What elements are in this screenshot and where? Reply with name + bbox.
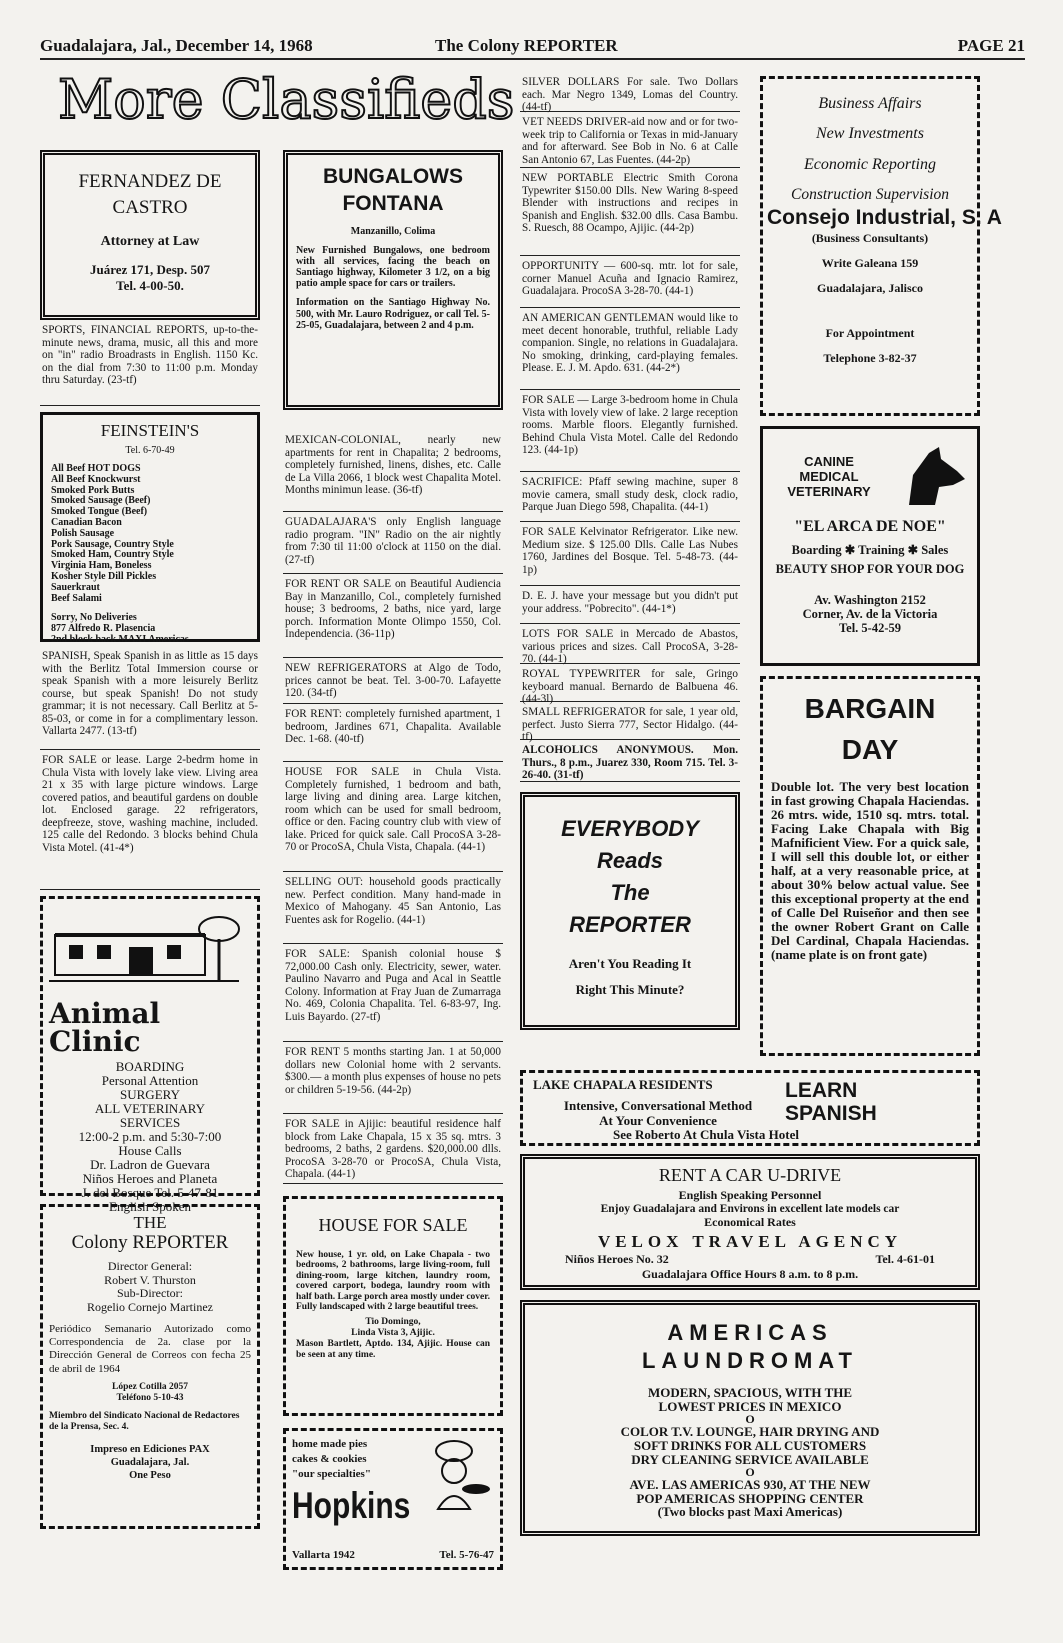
rent-line1: English Speaking Personnel <box>678 1188 822 1202</box>
col2-classifieds <box>283 430 503 1184</box>
animal-clinic-ad <box>40 896 260 1215</box>
house-for-sale-extra: Mason Bartlett, Aptdo. 134, Ajijic. House can be seen at any time. <box>296 1339 490 1360</box>
learn-spanish: LEARN SPANISH <box>785 1079 877 1126</box>
canine-title: CANINE MEDICAL VETERINARY <box>787 454 871 499</box>
canine-address: Av. Washington 2152 Corner, Av. de la Victoria Tel. 5-42-59 <box>802 593 938 635</box>
bargain-day: DAY <box>841 734 899 766</box>
laundromat-ad <box>520 1300 980 1536</box>
feinstein-ad <box>40 412 260 646</box>
classified-ad: FOR RENT: completely furnished apartment, 1 bedroom, Jardines 671, Chapalita. Available Dec. 1-68. (40-tf) <box>283 704 503 762</box>
canine-name: "EL ARCA DE NOE" <box>794 517 946 535</box>
hopkins-tagline: home made pies cakes & cookies "our specialties" <box>292 1438 371 1480</box>
laundromat-line1: MODERN, SPACIOUS, WITH THE LOWEST PRICES IN MEXICO <box>647 1385 853 1414</box>
lake-text: Intensive, Conversational Method At Your Convenience <box>563 1098 753 1128</box>
feinstein-footer: Sorry, No Deliveries 877 Alfredo R. Plasencia 2nd block back MAXI Americas <box>51 612 189 646</box>
classified-ad: VET NEEDS DRIVER-aid now and or for two-week trip to California or Texas in mid-January and for afterward. See Bob in No. 6 at Calle San Antonio 67, Las Fuentes. (44-2p) <box>520 112 740 168</box>
business-appointment: For Appointment <box>825 326 915 341</box>
rent-hours: Guadalajara Office Hours 8 a.m. to 8 p.m. <box>641 1267 859 1281</box>
laundromat-title: AMERICAS LAUNDROMAT <box>641 1320 858 1373</box>
business-construction: Construction Supervision <box>790 186 949 204</box>
lake-see: See Roberto At Chula Vista Hotel <box>613 1127 799 1142</box>
business-ad <box>760 76 1002 416</box>
masthead-member: Miembro del Sindicato Nacional de Redactores de la Prensa, Sec. 4. <box>49 1410 240 1433</box>
classified-ad: FOR SALE: Spanish colonial house $ 72,000.00 Cash only. Electricity, sewer, water. Paulino Navarro and Puga and Acal in Seattle Colony. Information at Fray Juan de Zumarraga No. 469, Colonia Chapalita. Tel. 6-83-97, Ing. Luis Bayardo. (27-tf) <box>283 944 503 1042</box>
business-tel: Telephone 3-82-37 <box>823 351 917 366</box>
masthead-printer: Impreso en Ediciones PAX Guadalajara, Jal. One Peso <box>90 1444 210 1481</box>
classified-ad: SACRIFICE: Pfaff sewing machine, super 8 movie camera, small study desk, clock radio, Parque Juan Diego 598, Chapalita. (44-1) <box>520 472 740 522</box>
laundromat-sep: O <box>745 1465 755 1480</box>
canine-ad <box>760 426 980 666</box>
classified-ad: FOR RENT 5 months starting Jan. 1 at 50,000 dollars new Colonial home with 2 servants. $300.— a month plus expenses of house no pets or children 5-19-56. (44-2p) <box>283 1042 503 1114</box>
rent-line2: Enjoy Guadalajara and Environs in excellent late models car <box>600 1203 900 1215</box>
masthead-staff: Director General: Robert V. Thurston Sub-Director: Rogelio Cornejo Martinez <box>87 1258 213 1315</box>
masthead-the: THE <box>133 1213 167 1232</box>
animal-clinic-title: Animal Clinic <box>49 997 161 1058</box>
spanish-ad: SPANISH, Speak Spanish in as little as 15 days with the Berlitz Total Immersion course or speak Spanish with a more leisurely Berlitz course, but speak Spanish! Do not study grammar; it is not necessary. Call Berlitz at 5-85-03, or come in for a complimentary lesson. Vallarta 2477. (13-tf) <box>40 646 260 750</box>
business-services: Business Affairs New Investments Economic Reporting <box>804 95 936 173</box>
bungalows-text2: Information on the Santiago Highway No. 500, with Mr. Lauro Rodriguez, or call Tel. 5-25-05, Guadalajara, between 2 and 4 p.m. <box>296 297 490 331</box>
section-title: More Classifieds <box>58 68 515 131</box>
rent-tel: Tel. 4-61-01 <box>875 1252 935 1266</box>
column-1 <box>40 150 260 1529</box>
column-3 <box>520 72 740 1030</box>
classified-ad: NEW PORTABLE Electric Smith Corona Typewriter $150.00 Dlls. New Waring 8-speed Blender with instructions and recipes in Spanish and English. $32.00 dlls. Casa Bambu. S. Ruesch, 88 Ocampo, Ajijic. (44-2p) <box>520 168 740 256</box>
fernandez-ad <box>40 150 260 320</box>
classified-ad: LOTS FOR SALE in Mercado de Abastos, various prices and sizes. Call ProcoSA, 3-28-70. (44-1) <box>520 624 740 664</box>
canine-beauty: BEAUTY SHOP FOR YOUR DOG <box>775 561 965 576</box>
feinstein-items: All Beef HOT DOGS All Beef Knockwurst Smoked Pork Butts Smoked Sausage (Beef) Smoked Tongue (Beef) Canadian Bacon Polish Sausage Pork Sausage, Country Style Smoked Ham, Country Style Virginia Ham, Boneless Kosher Style Dill Pickles Sauerkraut Beef Salami <box>51 463 174 604</box>
clinic-building-icon <box>49 905 245 991</box>
column-2 <box>283 150 503 1570</box>
forsale-lease-ad: FOR SALE or lease. Large 2-bedrm home in Chula Vista with lovely lake view. Living area 21 x 35 with large picture windows. Large covered patios, and beautiful gardens on double lot. Enclosed garage. 22 refrigerators, deepfreeze, stove, washing machine, included. 125 calle del Redondo. 3 blocks behind Chula Vista Motel. (41-4*) <box>40 750 260 890</box>
house-for-sale-contact: Tio Domingo, Linda Vista 3, Ajijic. <box>351 1316 435 1339</box>
classified-ad: FOR SALE — Large 3-bedroom home in Chula Vista with lovely view of lake. 2 large reception rooms. Marble floors. Elegantly furnished. Behind Chula Vista Motel. Calle del Redondo 123. (44-1p) <box>520 390 740 472</box>
fernandez-role: Attorney at Law <box>100 234 200 250</box>
hopkins-tel: Tel. 5-76-47 <box>439 1549 494 1561</box>
bargain-ad <box>760 676 980 1056</box>
dog-head-icon <box>899 445 969 507</box>
hopkins-name: Hopkins <box>292 1485 411 1527</box>
header-rule <box>40 58 1025 60</box>
rent-title: RENT A CAR U-DRIVE <box>658 1165 842 1185</box>
page-header <box>40 36 1025 58</box>
laundromat-line2: COLOR T.V. LOUNGE, HAIR DRYING AND SOFT DRINKS FOR ALL CUSTOMERS DRY CLEANING SERVICE AVAILABLE <box>620 1424 880 1467</box>
fernandez-name: FERNANDEZ DE CASTRO <box>78 171 222 218</box>
classified-ad: SILVER DOLLARS For sale. Two Dollars each. Mar Negro 1349, Lomas del Country. (44-tf) <box>520 72 740 112</box>
bungalows-place: Manzanillo, Colima <box>350 225 436 237</box>
masthead-address: López Cotilla 2057 Teléfono 5-10-43 <box>112 1381 188 1404</box>
classified-ad: D. E. J. have your message but you didn't put your address. "Pobrecito". (44-1*) <box>520 586 740 624</box>
bungalows-ad <box>283 150 503 410</box>
classified-ad: ROYAL TYPEWRITER for sale, Gringo keyboard manual. Bernardo de Balbuena 46. (44-3l) <box>520 664 740 702</box>
classified-ad: FOR RENT OR SALE on Beautiful Audiencia Bay in Manzanillo, Col., completely furnished house; 3 bedrooms, 2 baths, nice yard, large porch. Information Monte Olimpo 1550, Col. Independencia. (36-11p) <box>283 574 503 658</box>
business-company: Consejo Industrial, S. A <box>767 206 1002 230</box>
masthead-title: Colony REPORTER <box>71 1232 229 1253</box>
business-write: Write Galeana 159 <box>821 256 919 271</box>
business-sub: (Business Consultants) <box>811 231 929 246</box>
fernandez-address: Juárez 171, Desp. 507 <box>89 262 210 278</box>
classified-ad: ALCOHOLICS ANONYMOUS. Mon. Thurs., 8 p.m., Juarez 330, Room 715. Tel. 3-26-40. (31-tf) <box>520 740 740 782</box>
everybody-reads-question: Aren't You Reading It Right This Minute? <box>568 955 692 997</box>
fernandez-tel: Tel. 4-00-50. <box>116 278 184 294</box>
classified-ad: FOR SALE Kelvinator Refrigerator. Like new. Medium size. $ 125.00 Dlls. Calle Las Nubes 1760, Jardines del Bosque. Tel. 5-48-73. (44-1p) <box>520 522 740 586</box>
rent-a-car-ad <box>520 1154 980 1290</box>
house-for-sale-ad <box>283 1196 503 1416</box>
business-city: Guadalajara, Jalisco <box>816 281 923 296</box>
classified-ad: GUADALAJARA'S only English language radio program. "IN" Radio on the air nightly from 7:30 til 11:00 o'clock at 1150 on the dial. (27-tf) <box>283 512 503 574</box>
canine-services: Boarding ✱ Training ✱ Sales <box>791 542 949 557</box>
bargain-title: BARGAIN <box>804 693 936 724</box>
animal-clinic-lines: BOARDING Personal Attention SURGERY ALL VETERINARY SERVICES 12:00-2 p.m. and 5:30-7:00 House Calls Dr. Ladron de Guevara Niños Heroes and Planeta J. del Bosque Tel. 5-47-81 English Spoken <box>78 1059 222 1215</box>
feinstein-title: FEINSTEIN'S <box>100 421 200 440</box>
bungalows-title: BUNGALOWS FONTANA <box>323 165 463 216</box>
hopkins-ad <box>283 1428 503 1570</box>
rent-agency: VELOX TRAVEL AGENCY <box>597 1232 903 1251</box>
paper-name: The Colony REPORTER <box>435 36 618 55</box>
laundromat-sep: O <box>745 1412 755 1427</box>
classified-ad: SMALL REFRIGERATOR for sale, 1 year old, perfect. Justo Sierra 777, Sector Hidalgo. (44-tf) <box>520 702 740 740</box>
everybody-reads-ad <box>520 792 740 1030</box>
rent-address: Niños Heroes No. 32 <box>565 1252 669 1266</box>
classified-ad: OPPORTUNITY — 600-sq. mtr. lot for sale, corner Manuel Acuña and Ignacio Ramirez, Guadalajara. ProcoSA 3-28-70. (44-1) <box>520 256 740 308</box>
feinstein-tel: Tel. 6-70-49 <box>125 445 175 456</box>
masthead-legal: Periódico Semanario Autorizado como Correspondencia de 2a. clase por la Dirección General de Correos con fecha 25 de abril de 1964 <box>49 1323 251 1375</box>
house-for-sale-text: New house, 1 yr. old, on Lake Chapala - two bedrooms, 2 bathrooms, large living-room, full dining-room, large kitchen, laundry room, covered carport, bodega, laundry room with half bath. Large porch area mostly under cover. Fully landscaped with 2 large beautiful trees. <box>296 1250 490 1313</box>
lake-label: LAKE CHAPALA RESIDENTS <box>533 1077 713 1092</box>
classified-ad: FOR SALE in Ajijic: beautiful residence half block from Lake Chapala, 15 x 35 sq. mtrs. 3 bedrooms, 2 baths, 2 gardens. $20,000.00 dlls. ProcoSA 3-28-70 or ProcoSA, Chula Vista, Chapala. (44-1) <box>283 1114 503 1184</box>
laundromat-line3: AVE. LAS AMERICAS 930, AT THE NEW POP AMERICAS SHOPPING CENTER (Two blocks past Maxi Americas) <box>629 1477 871 1520</box>
classified-ad: NEW REFRIGERATORS at Algo de Todo, prices cannot be beat. Tel. 3-00-70. Lafayette 120. (34-tf) <box>283 658 503 704</box>
column-4 <box>760 76 1002 1056</box>
page-number: PAGE 21 <box>957 36 1025 55</box>
rent-line3: Economical Rates <box>704 1215 796 1229</box>
house-for-sale-title: HOUSE FOR SALE <box>318 1215 468 1235</box>
dateline: Guadalajara, Jal., December 14, 1968 <box>40 36 313 55</box>
bungalows-text1: New Furnished Bungalows, one bedroom with all services, facing the beach on Santiago highway, Kilometer 3 1/2, on a big patio ample space for cars or trailers. <box>296 244 490 290</box>
masthead <box>40 1204 260 1529</box>
bargain-text: Double lot. The very best location in fast growing Chapala Haciendas. 26 mtrs. wide, 1510 sq. mtrs. total. Facing Lake Chapala with Big Mafnificient View. For a quick sale, I will sell this double lot, or either half, at a very reasonable price, at about 30% below actual value. See this exceptional property at the end of Calle Del Ruiseñor and then see the owner Robert Grant on Calle Del Cardinal, Chapala Haciendas. (name plate is on front gate) <box>771 778 969 962</box>
classified-ad: MEXICAN-COLONIAL, nearly new apartments for rent in Chapalita; 2 bedrooms, completely furnished, linens, dishes, etc. Calle de La Villa 2066, 1 block west Chapalita Motel. Months minimun lease. (36-tf) <box>283 430 503 512</box>
lake-chapala-ad <box>520 1070 980 1146</box>
sports-ad: SPORTS, FINANCIAL REPORTS, up-to-the-minute news, drama, music, all this and more on "in" radio Broadrasts in English. 1150 Kc. on the dial from 7:30 to 11:00 p.m. Monday thru Saturday. (23-tf) <box>40 320 260 406</box>
classified-ad: AN AMERICAN GENTLEMAN would like to meet decent honorable, truthful, reliable Lady companion. Single, no relations in Guadalajara. No smoking, drinking, card-playing females. Please. E. J. M. Apdo. 631. (44-2*) <box>520 308 740 390</box>
classified-ad: SELLING OUT: household goods practically new. Perfect condition. Many hand-made in Mexico of Mahogany. 45 San Antonio, Las Fuentes ask for Rogelio. (44-1) <box>283 872 503 944</box>
classified-ad: HOUSE FOR SALE in Chula Vista. Completely furnished, 1 bedroom and bath, large living and dining area. Large kitchen, room which can be used for small bedroom, office or den. Facing country club with view of lake. Priced for quick sale. Call ProcoSA 3-28-70 or ProcoSA, Chula Vista, Chapala. (44-1) <box>283 762 503 872</box>
hopkins-address: Vallarta 1942 <box>292 1549 355 1561</box>
everybody-reads-lines: EVERYBODY Reads The REPORTER <box>561 816 699 937</box>
